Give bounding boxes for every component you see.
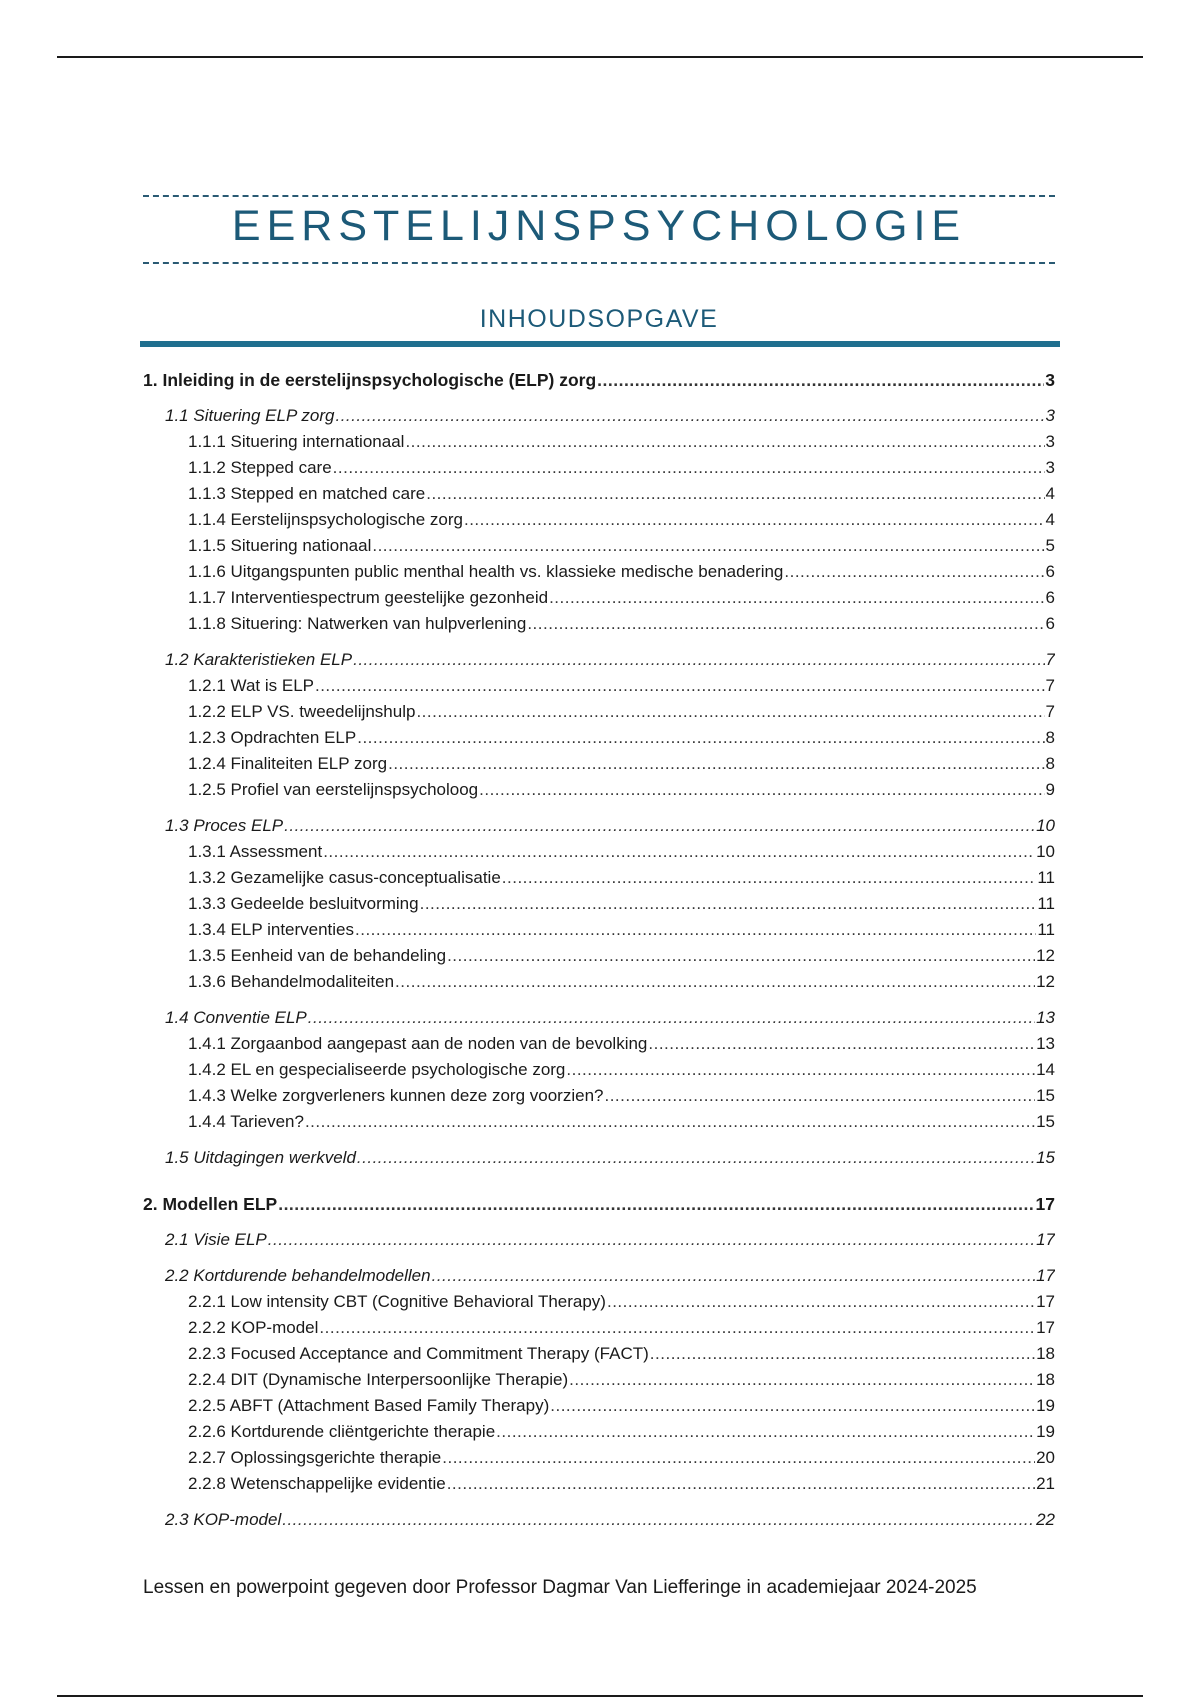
- toc-entry[interactable]: [143, 1148, 1055, 1174]
- title-dashed-line-bottom: [143, 262, 1055, 264]
- toc-entry-label: 2.2.3 Focused Acceptance and Commitment Therapy (FACT): [188, 1344, 649, 1363]
- toc-entry[interactable]: [143, 1318, 1055, 1344]
- toc-entry-label: 1.2.2 ELP VS. tweedelijnshulp: [188, 702, 416, 721]
- toc-entry[interactable]: [143, 1194, 1055, 1220]
- toc-entry[interactable]: [143, 484, 1055, 510]
- toc-entry-page: 17: [1036, 1292, 1055, 1311]
- toc-leader-dots: [353, 650, 1044, 670]
- toc-entry-label: 1.4.1 Zorgaanbod aangepast aan de noden van de bevolking: [188, 1034, 648, 1053]
- toc-leader-dots: [335, 406, 1044, 426]
- toc-leader-dots: [357, 728, 1044, 748]
- toc-leader-dots: [333, 458, 1045, 478]
- toc-entry-page: 21: [1036, 1474, 1055, 1493]
- toc-leader-dots: [496, 1422, 1035, 1442]
- toc-entry-page: 15: [1036, 1086, 1055, 1105]
- toc-entry[interactable]: [143, 1060, 1055, 1086]
- toc-leader-dots: [268, 1230, 1035, 1250]
- toc-leader-dots: [278, 1194, 1034, 1215]
- toc-entry[interactable]: [143, 1292, 1055, 1318]
- toc-entry-page: 8: [1045, 728, 1055, 747]
- toc-entry-page: 10: [1036, 842, 1055, 861]
- toc-entry-label: 2. Modellen ELP: [143, 1194, 278, 1214]
- table-of-contents: [143, 370, 1055, 1536]
- toc-entry-page: 13: [1036, 1034, 1055, 1053]
- toc-leader-dots: [569, 1370, 1035, 1390]
- toc-entry[interactable]: [143, 1344, 1055, 1370]
- toc-entry[interactable]: [143, 588, 1055, 614]
- toc-leader-dots: [395, 972, 1035, 992]
- toc-entry-label: 1. Inleiding in de eerstelijnspsychologische (ELP) zorg: [143, 370, 597, 390]
- toc-entry[interactable]: [143, 1448, 1055, 1474]
- toc-entry[interactable]: [143, 370, 1055, 396]
- toc-entry-page: 19: [1036, 1422, 1055, 1441]
- toc-leader-dots: [323, 842, 1035, 862]
- toc-entry-label: 2.2.6 Kortdurende cliëntgerichte therapie: [188, 1422, 496, 1441]
- toc-entry-label: 1.1 Situering ELP zorg: [165, 406, 335, 425]
- toc-leader-dots: [607, 1292, 1035, 1312]
- toc-entry-label: 1.3.4 ELP interventies: [188, 920, 355, 939]
- toc-entry-label: 2.2.5 ABFT (Attachment Based Family Therapy): [188, 1396, 550, 1415]
- toc-entry-page: 17: [1036, 1230, 1055, 1249]
- toc-entry[interactable]: [143, 728, 1055, 754]
- toc-entry-page: 17: [1036, 1266, 1055, 1285]
- toc-entry-page: 19: [1036, 1396, 1055, 1415]
- toc-entry-label: 1.1.7 Interventiespectrum geestelijke gezonheid: [188, 588, 549, 607]
- toc-entry-label: 1.3.1 Assessment: [188, 842, 323, 861]
- toc-entry[interactable]: [143, 1370, 1055, 1396]
- toc-leader-dots: [597, 370, 1044, 391]
- toc-entry-label: 1.1.3 Stepped en matched care: [188, 484, 426, 503]
- toc-entry[interactable]: [143, 946, 1055, 972]
- toc-leader-dots: [479, 780, 1044, 800]
- toc-leader-dots: [305, 1112, 1035, 1132]
- title-dashed-line-top: [143, 195, 1055, 197]
- toc-entry-label: 2.2 Kortdurende behandelmodellen: [165, 1266, 431, 1285]
- toc-entry-label: 1.4.4 Tarieven?: [188, 1112, 304, 1131]
- toc-entry[interactable]: [143, 536, 1055, 562]
- toc-entry-label: 1.1.6 Uitgangspunten public menthal health vs. klassieke medische benadering: [188, 562, 784, 581]
- toc-entry[interactable]: [143, 432, 1055, 458]
- footer-note: Lessen en powerpoint gegeven door Professor Dagmar Van Liefferinge in academiejaar 2024-2025: [143, 1577, 977, 1598]
- toc-entry-label: 1.2.1 Wat is ELP: [188, 676, 314, 695]
- toc-leader-dots: [308, 1008, 1035, 1028]
- toc-entry[interactable]: [143, 1422, 1055, 1448]
- toc-leader-dots: [784, 562, 1044, 582]
- toc-entry-label: 1.2.5 Profiel van eerstelijnspsycholoog: [188, 780, 479, 799]
- toc-leader-dots: [604, 1086, 1035, 1106]
- toc-leader-dots: [357, 1148, 1035, 1168]
- toc-leader-dots: [502, 868, 1037, 888]
- toc-entry-label: 1.1.4 Eerstelijnspsychologische zorg: [188, 510, 463, 529]
- toc-entry[interactable]: [143, 1086, 1055, 1112]
- toc-entry[interactable]: [143, 1008, 1055, 1034]
- toc-leader-dots: [566, 1060, 1035, 1080]
- toc-entry-label: 1.2.3 Opdrachten ELP: [188, 728, 357, 747]
- toc-entry-page: 4: [1045, 484, 1055, 503]
- toc-entry[interactable]: [143, 1396, 1055, 1422]
- toc-entry-page: 17: [1035, 1194, 1055, 1214]
- toc-entry[interactable]: [143, 458, 1055, 484]
- toc-entry-page: 3: [1045, 406, 1055, 425]
- toc-entry-page: 18: [1036, 1344, 1055, 1363]
- toc-leader-dots: [315, 676, 1045, 696]
- toc-entry-label: 1.3.6 Behandelmodaliteiten: [188, 972, 395, 991]
- toc-entry[interactable]: [143, 702, 1055, 728]
- toc-heading-bar: [140, 341, 1060, 347]
- toc-entry-page: 11: [1037, 894, 1055, 913]
- toc-entry-label: 2.1 Visie ELP: [165, 1230, 267, 1249]
- toc-entry[interactable]: [143, 816, 1055, 842]
- toc-entry[interactable]: [143, 868, 1055, 894]
- toc-entry[interactable]: [143, 842, 1055, 868]
- toc-entry-page: 20: [1036, 1448, 1055, 1467]
- toc-entry-page: 3: [1045, 432, 1055, 451]
- toc-entry-page: 13: [1036, 1008, 1055, 1027]
- toc-entry[interactable]: [143, 1112, 1055, 1138]
- toc-leader-dots: [550, 1396, 1035, 1416]
- toc-entry-page: 12: [1036, 946, 1055, 965]
- toc-entry-page: 22: [1036, 1510, 1055, 1529]
- toc-heading: INHOUDSOPGAVE: [479, 305, 719, 333]
- toc-leader-dots: [420, 894, 1037, 914]
- toc-leader-dots: [648, 1034, 1035, 1054]
- toc-leader-dots: [282, 1510, 1035, 1530]
- toc-entry-page: 9: [1045, 780, 1055, 799]
- document-title: EERSTELIJNSPSYCHOLOGIE: [231, 202, 967, 250]
- toc-entry-label: 1.3.2 Gezamelijke casus-conceptualisatie: [188, 868, 501, 887]
- toc-entry-page: 15: [1036, 1148, 1055, 1167]
- toc-entry-page: 10: [1036, 816, 1055, 835]
- toc-entry-page: 4: [1045, 510, 1055, 529]
- toc-entry-label: 1.1.2 Stepped care: [188, 458, 332, 477]
- toc-entry-label: 2.2.4 DIT (Dynamische Interpersoonlijke Therapie): [188, 1370, 569, 1389]
- page-bottom-rule: [57, 1695, 1143, 1697]
- toc-leader-dots: [447, 1474, 1035, 1494]
- toc-entry-page: 11: [1037, 920, 1055, 939]
- toc-entry-page: 8: [1045, 754, 1055, 773]
- toc-entry-label: 1.1.1 Situering internationaal: [188, 432, 405, 451]
- toc-entry[interactable]: [143, 1510, 1055, 1536]
- toc-entry-label: 2.2.8 Wetenschappelijke evidentie: [188, 1474, 446, 1493]
- toc-entry-label: 1.2.4 Finaliteiten ELP zorg: [188, 754, 388, 773]
- toc-leader-dots: [405, 432, 1044, 452]
- toc-entry-page: 14: [1036, 1060, 1055, 1079]
- toc-entry[interactable]: [143, 894, 1055, 920]
- toc-entry[interactable]: [143, 614, 1055, 640]
- toc-entry[interactable]: [143, 754, 1055, 780]
- toc-entry[interactable]: [143, 1474, 1055, 1500]
- toc-entry-label: 1.3.3 Gedeelde besluitvorming: [188, 894, 419, 913]
- toc-entry-page: 3: [1045, 458, 1055, 477]
- toc-entry[interactable]: [143, 780, 1055, 806]
- toc-entry[interactable]: [143, 406, 1055, 432]
- toc-leader-dots: [527, 614, 1044, 634]
- toc-leader-dots: [319, 1318, 1035, 1338]
- toc-entry-label: 1.4.3 Welke zorgverleners kunnen deze zorg voorzien?: [188, 1086, 604, 1105]
- toc-leader-dots: [426, 484, 1044, 504]
- toc-entry-label: 1.4.2 EL en gespecialiseerde psychologische zorg: [188, 1060, 566, 1079]
- toc-entry-page: 7: [1045, 676, 1055, 695]
- toc-entry-label: 2.3 KOP-model: [165, 1510, 282, 1529]
- toc-entry-page: 11: [1037, 868, 1055, 887]
- title-block: [143, 190, 1055, 268]
- toc-leader-dots: [388, 754, 1044, 774]
- toc-leader-dots: [284, 816, 1035, 836]
- toc-leader-dots: [549, 588, 1044, 608]
- toc-entry-page: 6: [1045, 562, 1055, 581]
- toc-leader-dots: [416, 702, 1044, 722]
- toc-entry-label: 1.3 Proces ELP: [165, 816, 284, 835]
- toc-entry-label: 2.2.1 Low intensity CBT (Cognitive Behavioral Therapy): [188, 1292, 606, 1311]
- toc-entry-page: 7: [1045, 650, 1055, 669]
- toc-leader-dots: [650, 1344, 1035, 1364]
- toc-entry-label: 2.2.2 KOP-model: [188, 1318, 319, 1337]
- toc-entry[interactable]: [143, 510, 1055, 536]
- toc-entry[interactable]: [143, 676, 1055, 702]
- toc-leader-dots: [355, 920, 1036, 940]
- toc-entry-page: 7: [1045, 702, 1055, 721]
- toc-entry-label: 1.4 Conventie ELP: [165, 1008, 307, 1027]
- toc-entry-label: 1.1.5 Situering nationaal: [188, 536, 372, 555]
- toc-leader-dots: [447, 946, 1035, 966]
- toc-leader-dots: [464, 510, 1045, 530]
- toc-entry[interactable]: [143, 920, 1055, 946]
- toc-entry-page: 15: [1036, 1112, 1055, 1131]
- toc-entry-page: 18: [1036, 1370, 1055, 1389]
- toc-entry-page: 5: [1045, 536, 1055, 555]
- toc-entry-label: 1.5 Uitdagingen werkveld: [165, 1148, 356, 1167]
- toc-entry[interactable]: [143, 1266, 1055, 1292]
- toc-entry[interactable]: [143, 1230, 1055, 1256]
- toc-entry-label: 1.3.5 Eenheid van de behandeling: [188, 946, 447, 965]
- toc-entry-label: 1.2 Karakteristieken ELP: [165, 650, 353, 669]
- toc-entry-label: 1.1.8 Situering: Natwerken van hulpverlening: [188, 614, 527, 633]
- page-top-rule: [57, 56, 1143, 58]
- toc-leader-dots: [442, 1448, 1035, 1468]
- toc-entry[interactable]: [143, 562, 1055, 588]
- toc-entry[interactable]: [143, 972, 1055, 998]
- toc-entry-page: 3: [1045, 370, 1055, 390]
- toc-leader-dots: [432, 1266, 1035, 1286]
- toc-entry[interactable]: [143, 650, 1055, 676]
- toc-entry-page: 17: [1036, 1318, 1055, 1337]
- toc-leader-dots: [372, 536, 1044, 556]
- toc-entry-page: 6: [1045, 614, 1055, 633]
- toc-entry-label: 2.2.7 Oplossingsgerichte therapie: [188, 1448, 442, 1467]
- toc-entry[interactable]: [143, 1034, 1055, 1060]
- toc-entry-page: 12: [1036, 972, 1055, 991]
- toc-entry-page: 6: [1045, 588, 1055, 607]
